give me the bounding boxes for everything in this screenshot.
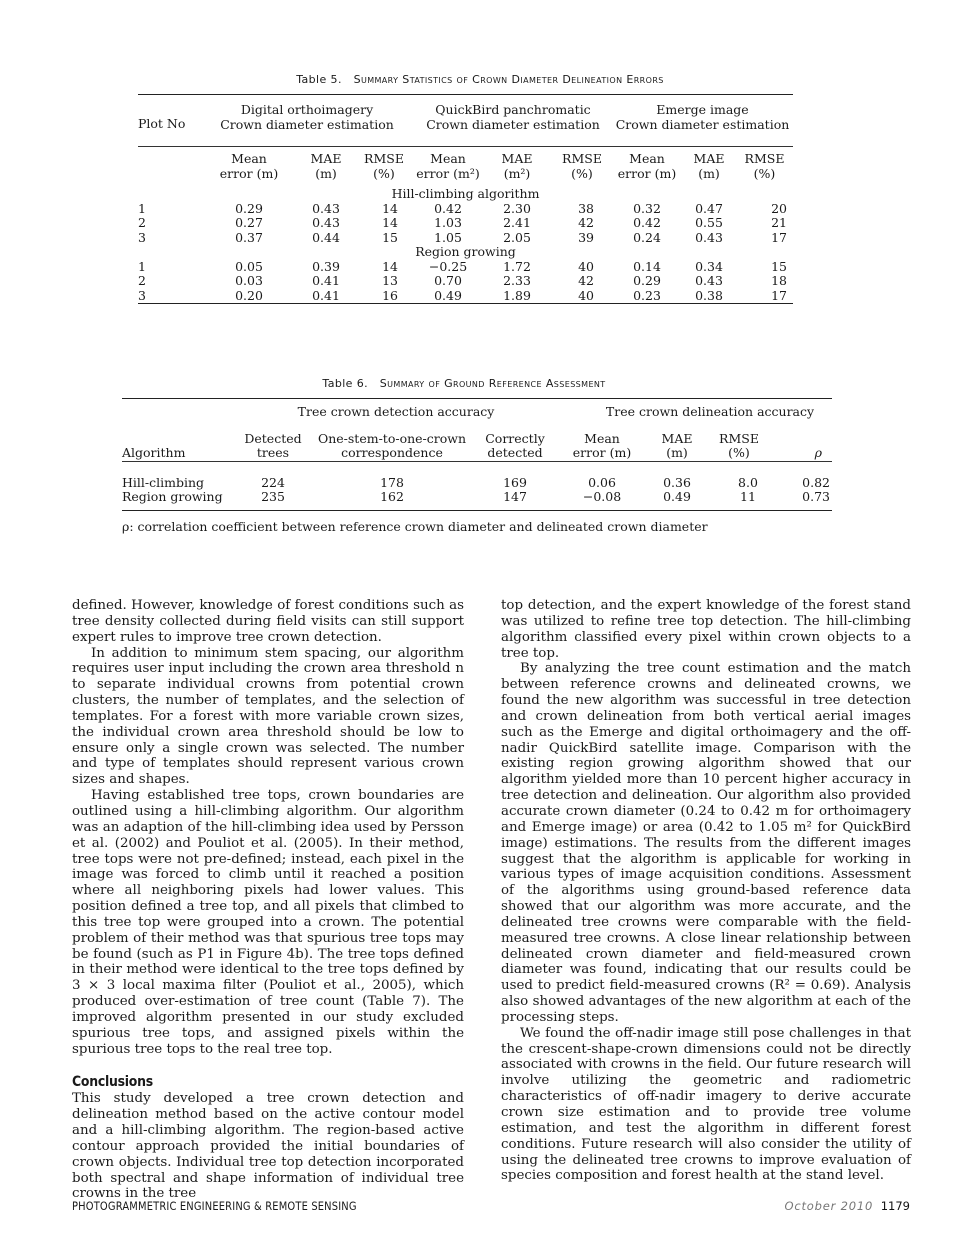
table5-group-header: Emerge image Crown diameter estimation [615,102,790,132]
table5-cell: 0.49 [434,287,462,303]
table5-cell: 0.47 [695,200,723,216]
table5-caption: Table 5. Summary Statistics of Crown Diameter Delineation Errors [296,73,664,86]
table5-cell: 0.05 [235,258,263,274]
table6-cell: 178 [380,474,404,490]
table5-col-head: MAE (m²) [501,151,533,181]
table5-cell: 40 [578,258,594,274]
table5-cell: 0.29 [633,273,661,288]
paragraph: defined. However, knowledge of forest conditions such as tree density collected during field visits can still support expert rules to improve tree crown detection. [72,598,464,645]
table5-cell: 0.70 [434,273,462,288]
table5-column-headers [138,147,793,182]
table5-cell: 17 [771,287,787,303]
table5-group-header: QuickBird panchromatic Crown diameter estimation [426,102,600,132]
table6-cell: 8.0 [738,474,758,490]
table5-col-head: RMSE (%) [364,151,404,181]
table5-cell: 20 [771,200,787,216]
table6-col-head: Correctly detected [485,430,545,460]
table5-cell: 2.33 [503,273,531,288]
page-number: 1179 [880,1199,910,1213]
table5-section-title: Hill-climbing algorithm [391,186,540,201]
table5-cell: 1.72 [503,258,531,274]
table5 [138,94,793,304]
table5-cell: 0.43 [312,215,340,230]
table6-cell: 11 [740,489,756,504]
table5-cell: 0.03 [235,273,263,288]
table5-cell: 2.41 [503,215,531,230]
table5-cell: 0.41 [312,287,340,303]
table6 [122,398,832,511]
table5-cell: 14 [382,258,398,274]
table5-col-head: Mean error (m²) [416,151,480,181]
table5-row [138,231,793,246]
table5-cell: 17 [771,229,787,245]
table5-section-title: Region growing [415,244,516,259]
table5-col-head: RMSE (%) [744,151,785,181]
table6-cell: 0.82 [802,474,830,490]
table6-col-head: Algorithm [122,445,186,460]
table5-cell: 15 [771,258,787,274]
table5-cell: 0.38 [695,287,723,303]
table5-cell: 3 [138,287,146,303]
table5-col-head: Mean error (m) [617,151,677,181]
table6-col-head: Detected trees [244,430,302,460]
table5-cell: 0.20 [235,287,263,303]
table5-col-head: RMSE (%) [562,151,602,181]
table5-cell: 1.89 [503,287,531,303]
table5-body [138,187,793,304]
table5-cell: 0.42 [434,200,462,216]
table5-cell: 0.29 [235,200,263,216]
table5-cell: 2 [138,273,146,288]
issue-date: October 2010 [784,1199,874,1213]
table5-row [138,202,793,217]
table5-plot-header: Plot No [138,116,186,132]
table5-cell: 3 [138,229,146,245]
table5-row [138,216,793,231]
table6-group2: Tree crown delineation accuracy [605,404,815,419]
table5-cell: 0.43 [695,273,723,288]
table6-col-head: One-stem-to-one-crown correspondence [317,430,467,460]
table5-cell: 1.05 [434,229,462,245]
table5-cell: 0.43 [695,229,723,245]
paragraph: This study developed a tree crown detection and delineation method based on the active contour model and a hill-climbing algorithm. The region-based active contour approach provided the initial boundaries of crown objects. Individual tree top detection incorporated both spectral and shape information of individual tree crowns in the tree [72,1091,464,1202]
table5-row [138,289,793,304]
table5-cell: 1.03 [434,215,462,230]
table5-cell: 0.42 [633,215,661,230]
table6-cell: 0.73 [802,489,830,504]
table5-cell: 0.44 [312,229,340,245]
journal-name: PHOTOGRAMMETRIC ENGINEERING & REMOTE SENSING [72,1199,357,1213]
table6-body [122,476,832,511]
table5-cell: 15 [382,229,398,245]
table5-cell: 14 [382,215,398,230]
table5-cell: 42 [578,273,594,288]
table6-cell: Hill-climbing [122,474,205,490]
table5-cell: 0.41 [312,273,340,288]
table5-cell: 0.39 [312,258,340,274]
table5-cell: 40 [578,287,594,303]
table6-cell: 0.36 [663,474,691,490]
table5-cell: 13 [382,273,398,288]
table6-column-headers [122,432,832,462]
table6-cell: Region growing [122,489,223,504]
table5-row [138,274,793,289]
table5-cell: 1 [138,258,146,274]
table5-cell: 38 [578,200,594,216]
table6-caption: Table 6. Summary of Ground Reference Assessment [322,377,606,390]
table5-cell: 0.27 [235,215,263,230]
table6-group1: Tree crown detection accuracy [297,404,495,419]
table5-col-head: MAE (m) [693,151,725,181]
table6-row [122,490,832,510]
table5-cell: 42 [578,215,594,230]
table6-cell: 169 [503,474,527,490]
table5-cell: 2.30 [503,200,531,216]
table5-cell: −0.25 [428,258,468,274]
paragraph: In addition to minimum stem spacing, our algorithm requires user input including the crown area threshold n to separate individual crowns from potential crown clusters, the number of templates, and the selection of templates. For a forest with more variable crown sizes, the individual crown area threshold should be low to ensure only a single crown was selected. The number and type of templates should represent various crown sizes and shapes. [72,645,464,788]
table5-cell: 18 [771,273,787,288]
table6-footnote: ρ: correlation coefficient between reference crown diameter and delineated crown diameter [122,519,708,534]
table5-cell: 0.55 [695,215,723,230]
table6-cell: 162 [380,489,404,504]
table5-cell: 2.05 [503,229,531,245]
paragraph: Having established tree tops, crown boundaries are outlined using a hill-climbing algorithm. Our algorithm was an adaption of the hill-climbing idea used by Persson et al. (2002) and Pouliot et al. (2005). In their method, tree tops were not pre-defined; instead, each pixel in the image was forced to climb until it reached a position where all neighboring pixels had lower values. This position defined a tree top, and all pixels that climbed to this tree top were grouped into a crown. The potential problem of their method was that spurious tree tops may be found (such as P1 in Figure 4b). The tree tops defined in their method were identical to the tree tops defined by 3 × 3 local maxima filter (Pouliot et al., 2005), which produced over-estimation of tree count (Table 7). The improved algorithm presented in our study excluded spurious tree tops, and assigned pixels within the spurious tree tops to the real tree top. [72,788,464,1057]
table5-cell: 2 [138,215,146,230]
page-info [785,1199,910,1213]
table5-cell: 21 [771,215,787,230]
table5-cell: 1 [138,200,146,216]
table5-cell: 16 [382,287,398,303]
section-heading: Conclusions [72,1074,153,1091]
table6-cell: 147 [503,489,527,504]
table5-cell: 0.43 [312,200,340,216]
table6-cell: 0.06 [588,474,616,490]
table6-cell: 224 [261,474,285,490]
table5-row [138,260,793,275]
table5-col-head: MAE (m) [310,151,342,181]
table6-col-head: Mean error (m) [572,430,632,460]
paragraph: top detection, and the expert knowledge of the forest stand was utilized to refine tree top detection. The hill-climbing algorithm classified every pixel within crown objects to a tree top. [501,598,911,661]
table5-cell: 0.32 [633,200,661,216]
right-column [501,598,911,1184]
left-column [72,598,464,1202]
table6-cell: 0.49 [663,489,691,504]
paragraph: We found the off-nadir image still pose challenges in that the crescent-shape-crown dimensions could not be directly associated with crowns in the field. Our future research will involve utilizing the geometric and radiometric characteristics of off-nadir imagery to derive accurate crown size estimation and to provide tree volume estimation, and test the algorithm in different forest conditions. Future research will also consider the utility of using the delineated tree crowns to improve evaluation of species composition and forest health at the stand level. [501,1025,911,1184]
table5-cell: 39 [578,229,594,245]
table5-col-head: Mean error (m) [219,151,279,181]
table6-col-head: ρ [814,445,822,460]
table5-cell: 0.23 [633,287,661,303]
table5-cell: 14 [382,200,398,216]
table5-cell: 0.14 [633,258,661,274]
table6-row [122,476,832,491]
paragraph: By analyzing the tree count estimation and the match between reference crowns and delineated crowns, we found the new algorithm was successful in tree detection and crown delineation from both vertical aerial images such as the Emerge and digital orthoimagery and the off-nadir QuickBird satellite image. Comparison with the existing region growing algorithm showed that our algorithm yielded more than 10 percent higher accuracy in tree detection and delineation. Our algorithm also provided accurate crown diameter (0.24 to 0.42 m for orthoimagery and Emerge image) or area (0.42 to 1.05 m² for QuickBird image) estimations. The results from the different images suggest that the algorithm is applicable for working in various types of image acquisition conditions. Assessment of the algorithms using ground-based reference data showed that our algorithm was more accurate, and the delineated tree crowns were comparable with the field-measured tree crowns. A close linear relationship between delineated crown diameter and field-measured crown diameter was found, indicating that our results could be used to predict field-measured crowns (R² = 0.69). Analysis also showed advantages of the new algorithm at each of the processing steps. [501,661,911,1025]
table5-cell: 0.24 [633,229,661,245]
table5-group-header: Digital orthoimagery Crown diameter estimation [220,102,394,132]
table6-col-head: RMSE (%) [719,430,759,460]
table6-col-head: MAE (m) [661,430,693,460]
table6-cell: 235 [261,489,285,504]
table5-cell: 0.37 [235,229,263,245]
table6-cell: −0.08 [582,489,622,504]
table5-cell: 0.34 [695,258,723,274]
